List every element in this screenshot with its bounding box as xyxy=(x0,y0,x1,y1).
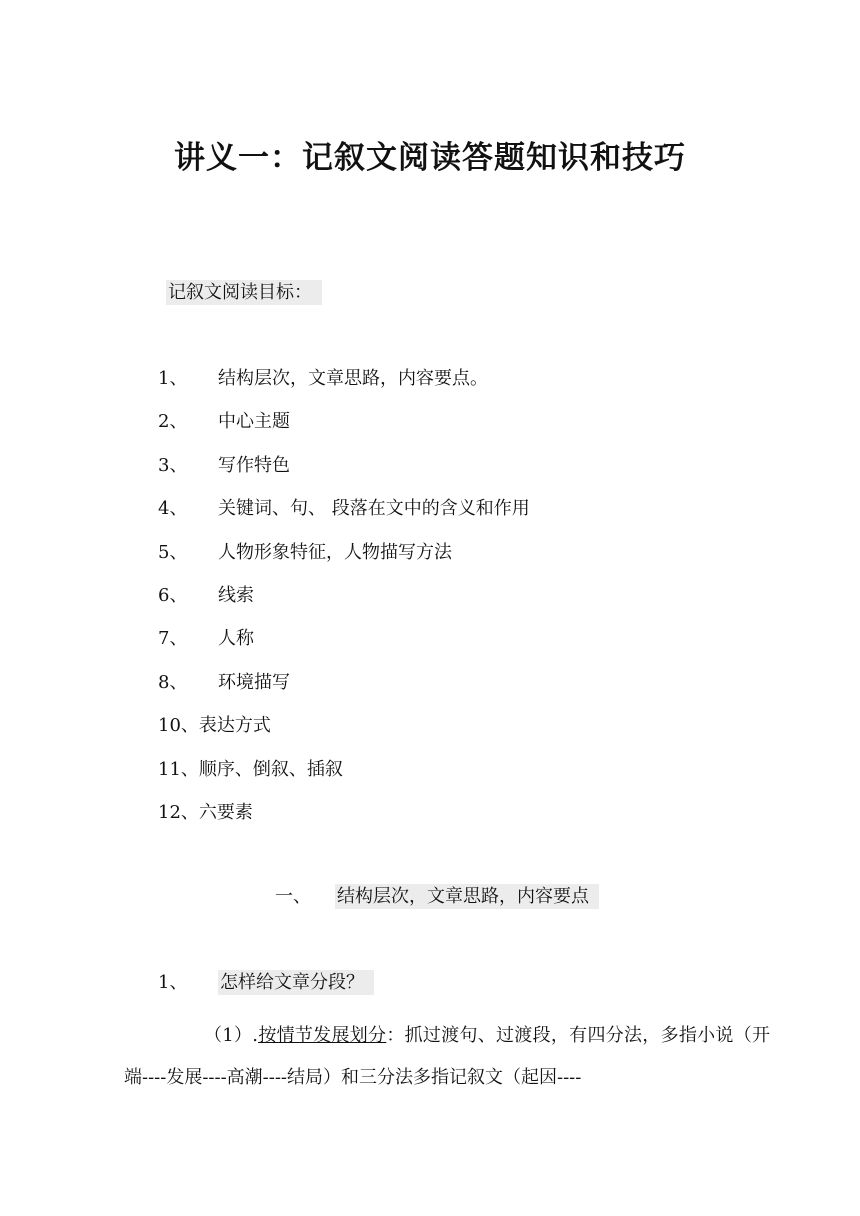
list-item xyxy=(158,409,530,452)
list-item-number: 11、 xyxy=(158,758,199,780)
list-item-text: 顺序、倒叙、插叙 xyxy=(198,758,343,780)
list-item-number: 10、 xyxy=(158,715,199,737)
section-heading-text: 结构层次，文章思路，内容要点 xyxy=(335,884,599,909)
list-item xyxy=(158,540,530,583)
goals-heading-text: 记叙文阅读目标： xyxy=(166,280,322,305)
list-item-text: 人物形象特征，人物描写方法 xyxy=(218,541,452,563)
section-number: 一、 xyxy=(275,886,311,907)
list-item xyxy=(158,453,530,496)
list-item-text: 中心主题 xyxy=(218,411,290,433)
section-heading xyxy=(275,884,599,910)
list-item xyxy=(158,626,530,669)
list-item-number: 5、 xyxy=(158,541,188,563)
paragraph-prefix: （1）. xyxy=(204,1025,259,1046)
list-item-number: 6、 xyxy=(158,584,188,606)
list-item-number: 4、 xyxy=(158,498,188,520)
list-item-text: 六要素 xyxy=(198,801,253,823)
list-item-text: 环境描写 xyxy=(218,671,290,693)
page-title: 讲义一：记叙文阅读答题知识和技巧 xyxy=(174,140,686,176)
list-item-text: 结构层次，文章思路，内容要点。 xyxy=(218,368,488,389)
list-item xyxy=(158,670,530,713)
question-heading-text: 怎样给文章分段？ xyxy=(218,970,374,995)
list-item-text: 写作特色 xyxy=(218,454,290,476)
goals-heading xyxy=(166,280,322,306)
list-item xyxy=(158,496,530,539)
body-paragraph xyxy=(124,1015,770,1099)
goals-list xyxy=(158,366,530,843)
list-item xyxy=(158,366,530,409)
list-item xyxy=(158,757,530,800)
list-item-number: 12、 xyxy=(158,801,199,823)
list-item-number: 1、 xyxy=(158,368,188,389)
list-item-number: 3、 xyxy=(158,454,188,476)
list-item-number: 2、 xyxy=(158,411,188,433)
paragraph-underlined-term: 按情节发展划分 xyxy=(258,1025,387,1046)
list-item xyxy=(158,800,530,843)
list-item-text: 人称 xyxy=(218,628,254,650)
list-item-number: 7、 xyxy=(158,628,188,650)
paragraph-text: ：抓过渡句、过渡段，有四分法，多指小说（开端----发展----高潮----结局）和三分法多指记叙文（起因---- xyxy=(124,1025,770,1088)
list-item xyxy=(158,713,530,756)
list-item xyxy=(158,583,530,626)
list-item-number: 8、 xyxy=(158,671,188,693)
question-heading xyxy=(158,970,374,996)
list-item-text: 线索 xyxy=(218,584,254,606)
list-item-text: 关键词、句、 段落在文中的含义和作用 xyxy=(218,498,530,520)
list-item-text: 表达方式 xyxy=(198,715,271,737)
question-number: 1、 xyxy=(158,972,188,993)
